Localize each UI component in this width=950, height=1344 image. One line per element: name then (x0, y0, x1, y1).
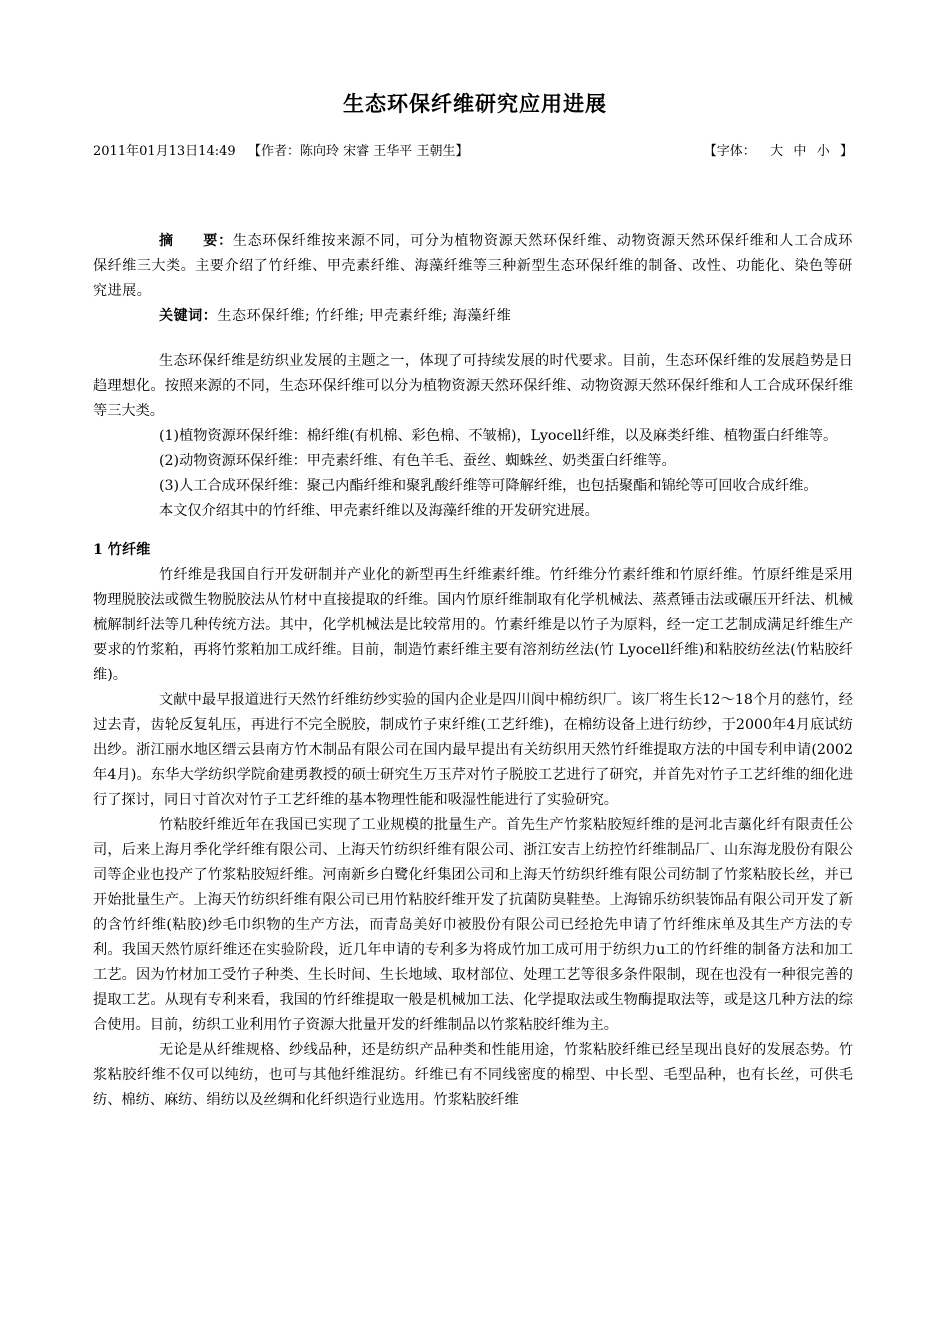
body-paragraph: 文献中最早报道进行天然竹纤维纺纱实验的国内企业是四川阆中棉纺织厂。该厂将生长12～18个月的慈竹，经过去青，齿轮反复轧压，再进行不完全脱胶，制成竹子束纤维(工艺纤维)，在棉纺设备上进行纺纱，于2000年4月底试纺出纱。浙江丽水地区缙云县南方竹木制品有限公司在国内最早提出有关纺织用天然竹纤维提取方法的中国专利申请(2002年4月)。东华大学纺织学院俞建勇教授的硕士研究生万玉芹对竹子脱胶工艺进行了研究，并首先对竹子工艺纤维的细化进行了探讨，同日寸首次对竹子工艺纤维的基本物理性能和吸湿性能进行了实验研究。 (93, 692, 853, 808)
font-size-large-link[interactable]: 大 (770, 144, 784, 159)
body-paragraph: (3)人工合成环保纤维：聚己内酯纤维和聚乳酸纤维等可降解纤维，也包括聚酯和锦纶等可回收合成纤维。 (159, 478, 818, 494)
font-size-small-link[interactable]: 小 (816, 144, 830, 159)
body-paragraph: 生态环保纤维是纺织业发展的主题之一，体现了可持续发展的时代要求。目前，生态环保纤维的发展趋势是日趋理想化。按照来源的不同，生态环保纤维可以分为植物资源天然环保纤维、动物资源天然环保纤维和人工合成环保纤维等三大类。 (93, 353, 853, 419)
body-paragraph: (2)动物资源环保纤维：甲壳素纤维、有色羊毛、蚕丝、蜘蛛丝、奶类蛋白纤维等。 (159, 453, 676, 469)
keywords-text: 生态环保纤维; 竹纤维; 甲壳素纤维; 海藻纤维 (217, 308, 512, 324)
keywords-label: 关键词： (159, 308, 218, 324)
body-paragraph: 无论是从纤维规格、纱线品种，还是纺织产品种类和性能用途，竹浆粘胶纤维已经呈现出良好的发展态势。竹浆粘胶纤维不仅可以纯纺，也可与其他纤维混纺。纤维已有不同线密度的棉型、中长型、毛型品种，也有长丝，可供毛纺、棉纺、麻纺、绢纺以及丝绸和化纤织造行业选用。竹浆粘胶纤维 (93, 1042, 853, 1108)
abstract-label: 摘 要： (159, 233, 233, 249)
font-size-medium-link[interactable]: 中 (793, 144, 807, 159)
author-line: 【作者：陈向玲 宋睿 王华平 王朝生】 (248, 144, 469, 159)
body-paragraph: (1)植物资源环保纤维：棉纤维(有机棉、彩色棉、不皱棉)，Lyocell纤维，以及麻类纤维、植物蛋白纤维等。 (159, 428, 838, 444)
abstract-text: 生态环保纤维按来源不同，可分为植物资源天然环保纤维、动物资源天然环保纤维和人工合成环保纤维三大类。主要介绍了竹纤维、甲壳素纤维、海藻纤维等三种新型生态环保纤维的制备、改性、功能化、染色等研究进展。 (93, 233, 854, 299)
font-size-label: 【字体： (703, 144, 756, 159)
body-paragraph: 竹纤维是我国自行开发研制并产业化的新型再生纤维素纤维。竹纤维分竹素纤维和竹原纤维。竹原纤维是采用物理脱胶法或微生物脱胶法从竹材中直接提取的纤维。国内竹原纤维制取有化学机械法、蒸煮锤击法或碾压开纤法、机械梳解制纤法等几种传统方法。其中，化学机械法是比较常用的。竹素纤维是以竹子为原料，经一定工艺制成满足纤维生产要求的竹浆粕，再将竹浆粕加工成纤维。目前，制造竹素纤维主要有溶剂纺丝法(竹 Lyocell纤维)和粘胶纺丝法(竹粘胶纤维)。 (93, 567, 853, 683)
abstract-block (93, 229, 853, 329)
section-heading: 1 竹纤维 (93, 542, 151, 558)
page-title: 生态环保纤维研究应用进展 (343, 92, 607, 116)
body-paragraph: 竹粘胶纤维近年在我国已实现了工业规模的批量生产。首先生产竹浆粘胶短纤维的是河北吉藁化纤有限责任公司，后来上海月季化学纤维有限公司、上海天竹纺织纤维有限公司、浙江安吉上纺控竹纤维制品厂、山东海龙股份有限公司等企业也投产了竹浆粘胶短纤维。河南新乡白鹭化纤集团公司和上海天竹纺织纤维有限公司纺制了竹浆粘胶长丝，并已开始批量生产。上海天竹纺织纤维有限公司已用竹粘胶纤维开发了抗菌防臭鞋垫。上海锦乐纺织装饰品有限公司开发了新的含竹纤维(粘胶)纱毛巾织物的生产方法，而青岛美好巾被股份有限公司已经抢先申请了竹纤维床单及其生产方法的专利。我国天然竹原纤维还在实验阶段，近几年申请的专利多为将成竹加工成可用于纺织力u工的竹纤维的制备方法和加工工艺。因为竹材加工受竹子种类、生长时间、生长地域、取材部位、处理工艺等很多条件限制，现在也没有一种很完善的提取工艺。从现有专利来看，我国的竹纤维提取一般是机械加工法、化学提取法或生物酶提取法等，或是这几种方法的综合使用。目前，纺织工业利用竹子资源大批量开发的纤维制品以竹浆粘胶纤维为主。 (93, 817, 853, 1033)
publish-datetime: 2011年01月13日14:49 (93, 144, 236, 159)
article-body (93, 349, 853, 1113)
font-size-selector (702, 143, 853, 161)
body-paragraph: 本文仅介绍其中的竹纤维、甲壳素纤维以及海藻纤维的开发研究进展。 (159, 503, 599, 519)
keywords-paragraph (93, 304, 853, 329)
font-size-close: 】 (839, 144, 853, 159)
article-meta (93, 143, 853, 161)
abstract-paragraph (93, 229, 853, 304)
